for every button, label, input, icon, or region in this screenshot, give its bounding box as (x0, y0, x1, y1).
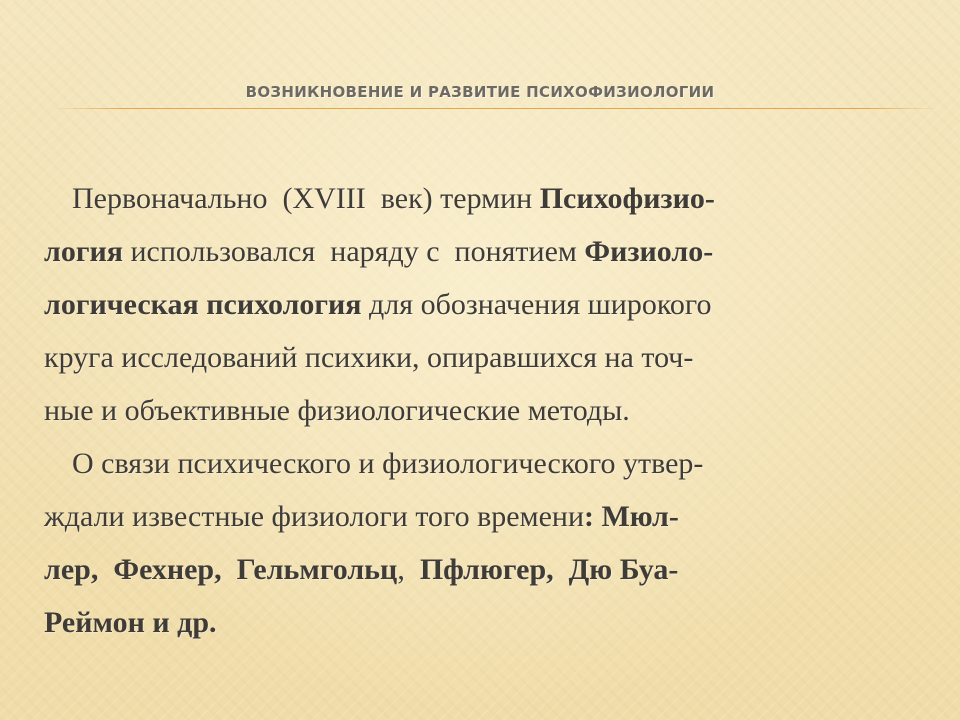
bold-term: Пфлюгер, Дю Буа- (419, 553, 679, 586)
text-run: ждали известные физиологи того времени (44, 500, 584, 533)
bold-term: Психофизио- (539, 182, 715, 215)
text-line (44, 596, 924, 649)
text-run: Первоначально (XVIII век) термин (72, 182, 540, 215)
text-line (44, 278, 924, 331)
bold-term: лер, Фехнер, Гельмгольц (44, 553, 398, 586)
bold-term: логическая психология (44, 288, 362, 321)
bold-term: логия (44, 235, 123, 268)
text-line (44, 172, 924, 225)
text-run: использовался наряду с понятием (122, 235, 585, 268)
text-line (44, 543, 924, 596)
bold-term: : Мюл- (584, 500, 679, 533)
text-run: для обозначения широкого (361, 288, 712, 321)
text-line (44, 490, 924, 543)
title-underline (52, 108, 937, 109)
text-run: ные и объективные физиологические методы. (44, 394, 630, 427)
text-run: , (397, 553, 420, 586)
body-text (44, 172, 924, 649)
text-run: О связи психического и физиологического утвер- (72, 447, 704, 480)
text-line (44, 225, 924, 278)
text-line (44, 437, 924, 490)
text-line (44, 331, 924, 384)
text-line (44, 384, 924, 437)
bold-term: Физиоло- (584, 235, 714, 268)
bold-term: Реймон и др. (44, 606, 217, 639)
text-run: круга исследований психики, опиравшихся на точ- (44, 341, 694, 374)
slide-title: ВОЗНИКНОВЕНИЕ И РАЗВИТИЕ ПСИХОФИЗИОЛОГИИ (245, 83, 715, 101)
